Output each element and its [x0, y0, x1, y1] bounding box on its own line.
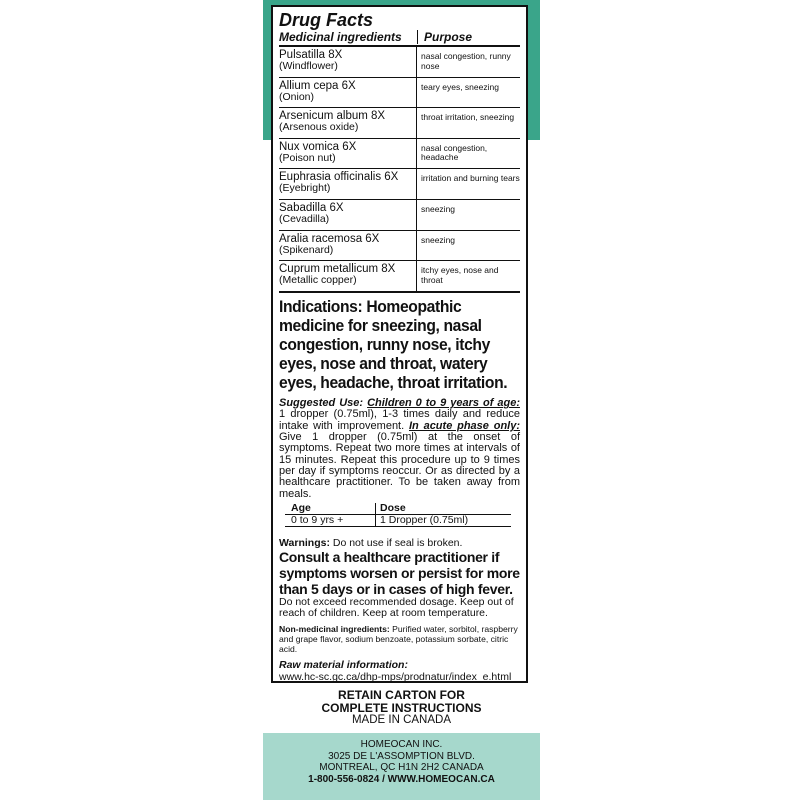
- product-carton: [263, 0, 540, 800]
- ingredients-table-header: [279, 30, 520, 47]
- ingredient-common-name: (Cevadilla): [279, 212, 330, 225]
- ingredient-name: Sabadilla 6X: [279, 201, 344, 214]
- non-medicinal-label: Non-medicinal ingredients:: [279, 623, 390, 634]
- ingredient-row: [279, 200, 520, 231]
- retain-line-2: COMPLETE INSTRUCTIONS: [321, 700, 482, 715]
- ingredient-purpose: sneezing: [421, 234, 456, 245]
- dose-table-row: [285, 515, 511, 527]
- acute-phase-label: In acute phase only:: [408, 419, 520, 432]
- raw-material-label: Raw material information:: [279, 658, 408, 671]
- ingredient-purpose: throat irritation, sneezing: [421, 112, 515, 123]
- age-header: Age: [291, 501, 311, 514]
- company-footer: [263, 733, 540, 800]
- company-address-2: MONTREAL, QC H1N 2H2 CANADA: [319, 762, 484, 774]
- ingredient-common-name: (Arsenous oxide): [279, 121, 359, 134]
- non-medicinal-text: Purified water, sorbitol, raspberry and grape flavor, sodium benzoate, potassium sorbate, citric acid.: [279, 623, 518, 654]
- ingredient-name: Allium cepa 6X: [279, 79, 356, 92]
- ingredient-purpose: teary eyes, sneezing: [421, 81, 499, 92]
- ingredient-row: [279, 78, 520, 109]
- warnings: [279, 537, 520, 549]
- ingredient-row: [279, 47, 520, 78]
- ingredient-common-name: (Spikenard): [279, 243, 334, 256]
- warnings-label: Warnings:: [279, 536, 330, 549]
- dose-value: 1 Dropper (0.75ml): [375, 515, 511, 526]
- drug-facts-title: Drug Facts: [279, 10, 374, 30]
- consult-warning: Consult a healthcare practitioner if symptoms worsen or persist for more than 5 days or in cases of high fever.: [279, 548, 520, 597]
- dose-table: [285, 503, 511, 527]
- ingredient-common-name: (Onion): [279, 90, 315, 103]
- ingredient-common-name: (Windflower): [279, 60, 338, 72]
- ingredient-purpose: nasal congestion, runny nose: [421, 51, 511, 71]
- ingredient-name: Aralia racemosa 6X: [279, 232, 380, 245]
- warnings-text: Do not use if seal is broken.: [329, 536, 463, 549]
- ingredient-common-name: (Poison nut): [279, 151, 336, 164]
- ingredient-row: [279, 108, 520, 139]
- retain-line-1: RETAIN CARTON FOR: [338, 688, 465, 702]
- company-address-1: 3025 DE L'ASSOMPTION BLVD.: [328, 750, 475, 762]
- age-value: 0 to 9 yrs +: [291, 513, 344, 526]
- made-in-canada: MADE IN CANADA: [351, 714, 452, 726]
- retain-carton-notice: [263, 689, 540, 726]
- indications-text: Indications: Homeopathic medicine for sneezing, nasal congestion, runny nose, itchy eyes, nose and throat, watery eyes, headache, throat irritation.: [279, 297, 508, 393]
- ingredient-purpose: irritation and burning tears: [421, 173, 520, 184]
- suggested-use-label: Suggested Use:: [279, 397, 364, 410]
- ingredient-purpose: sneezing: [421, 203, 456, 214]
- ingredient-row: [279, 231, 520, 262]
- children-age-label: Children 0 to 9 years of age:: [367, 397, 520, 410]
- dose-header: Dose: [375, 503, 511, 514]
- purpose-header: Purpose: [417, 30, 520, 44]
- ingredient-purpose: itchy eyes, nose and throat: [421, 265, 499, 285]
- raw-material-url: www.hc-sc.gc.ca/dhp-mps/prodnatur/index_e.html: [279, 670, 512, 683]
- ingredient-row: [279, 169, 520, 200]
- ingredient-common-name: (Metallic copper): [279, 274, 357, 287]
- ingredient-row: [279, 261, 520, 293]
- ingredient-name: Cuprum metallicum 8X: [279, 263, 396, 276]
- ingredient-purpose: nasal congestion, headache: [421, 142, 488, 163]
- ingredient-common-name: (Eyebright): [279, 182, 331, 195]
- acute-phase-text: Give 1 dropper (0.75ml) at the onset of symptoms. Repeat two more times at intervals of 15 minutes. Repeat this procedure up to 9 times per day if symptoms reoccur. Or as directed by a healthcare practitioner. To be taken away from meals.: [279, 431, 520, 500]
- company-phone-web: 1-800-556-0824 / WWW.HOMEOCAN.CA: [308, 773, 495, 785]
- ingredient-name: Nux vomica 6X: [279, 140, 357, 153]
- suggested-use: [279, 398, 520, 500]
- non-medicinal-ingredients: [279, 624, 520, 654]
- children-dosage-text: 1 dropper (0.75ml), 1-3 times daily and reduce intake with improvement.: [279, 408, 520, 432]
- ingredient-name: Arsenicum album 8X: [279, 110, 386, 123]
- ingredients-table: [279, 47, 520, 293]
- company-name: HOMEOCAN INC.: [360, 739, 443, 750]
- ingredient-name: Euphrasia officinalis 6X: [279, 171, 399, 184]
- ingredients-header: Medicinal ingredients: [279, 30, 402, 44]
- ingredient-name: Pulsatilla 8X: [279, 49, 343, 61]
- drug-facts-panel: [271, 5, 528, 683]
- ingredient-row: [279, 139, 520, 170]
- dosage-storage-warning: Do not exceed recommended dosage. Keep out of reach of children. Keep at room temperature.: [279, 595, 514, 620]
